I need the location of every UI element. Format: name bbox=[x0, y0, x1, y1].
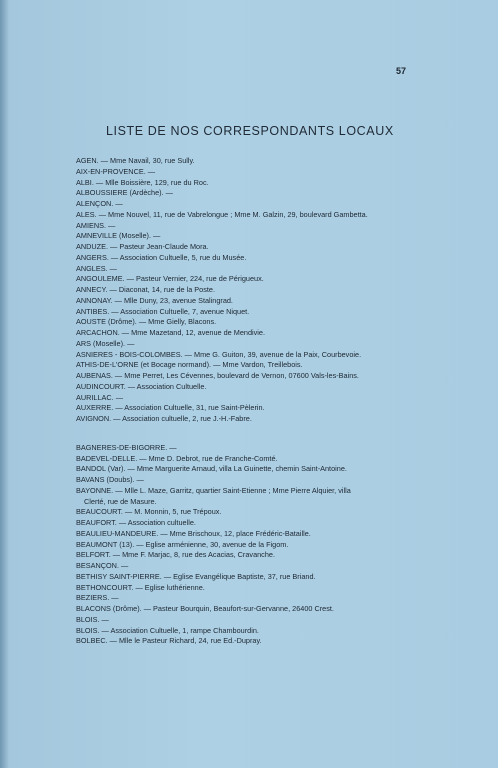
list-item: BEZIERS. — bbox=[76, 593, 119, 603]
list-item: AUXERRE. — Association Cultuelle, 31, rue Saint-Pèlerin. bbox=[76, 403, 265, 413]
list-item: BAGNERES-DE-BIGORRE. — bbox=[76, 442, 177, 452]
list-item: BLOIS. — Association Cultuelle, 1, rampe Chambourdin. bbox=[76, 625, 259, 635]
correspondents-list bbox=[76, 156, 416, 647]
list-item: Clerté, rue de Masure. bbox=[84, 496, 157, 506]
list-item: ANNONAY. — Mlle Duny, 23, avenue Stalingrad. bbox=[76, 295, 233, 305]
list-item: BOLBEC. — Mlle le Pasteur Richard, 24, rue Ed.-Dupray. bbox=[76, 636, 262, 646]
list-item: BEAUCOURT. — M. Monnin, 5, rue Trépoux. bbox=[76, 507, 222, 517]
list-item: BELFORT. — Mme F. Marjac, 8, rue des Acacias, Cravanche. bbox=[76, 550, 275, 560]
list-item: BAYONNE. — Mlle L. Maze, Garritz, quartier Saint-Etienne ; Mme Pierre Alquier, villa bbox=[76, 485, 351, 495]
list-item: ATHIS-DE-L'ORNE (et Bocage normand). — Mme Vardon, Treillebois. bbox=[76, 360, 303, 370]
section-gap bbox=[76, 425, 416, 443]
list-item: BEAUMONT (13). — Eglise arménienne, 30, avenue de la Figom. bbox=[76, 539, 289, 549]
list-item: BADEVEL-DELLE. — Mme D. Debrot, rue de Franche-Comté. bbox=[76, 453, 278, 463]
list-item: AMNEVILLE (Moselle). — bbox=[76, 231, 161, 241]
page-number: 57 bbox=[396, 66, 407, 76]
list-item: AUDINCOURT. — Association Cultuelle. bbox=[76, 381, 207, 391]
list-item: ANTIBES. — Association Cultuelle, 7, avenue Niquet. bbox=[76, 306, 250, 316]
list-item: AMIENS. — bbox=[76, 220, 116, 230]
list-item: ARS (Moselle). — bbox=[76, 338, 135, 348]
list-item: ANGOULEME. — Pasteur Vernier, 224, rue de Périgueux. bbox=[76, 274, 264, 284]
list-item: AOUSTE (Drôme). — Mme Gielly, Blacons. bbox=[76, 317, 217, 327]
list-item: ALENÇON. — bbox=[76, 199, 123, 208]
list-item: BAVANS (Doubs). — bbox=[76, 475, 144, 484]
list-item: ARCACHON. — Mme Mazetand, 12, avenue de Mendivie. bbox=[76, 328, 265, 337]
list-item: AUBENAS. — Mme Perret, Les Cévennes, boulevard de Vernon, 07600 Vals-les-Bains. bbox=[76, 371, 359, 380]
list-item: ALBOUSSIERE (Ardèche). — bbox=[76, 188, 173, 198]
list-item: AURILLAC. — bbox=[76, 392, 124, 402]
list-item: ALBI. — Mlle Boissière, 129, rue du Roc. bbox=[76, 177, 209, 187]
list-item: ANDUZE. — Pasteur Jean-Claude Mora. bbox=[76, 242, 209, 251]
list-item: BEAULIEU-MANDEURE. — Mme Brischoux, 12, place Frédéric-Bataille. bbox=[76, 528, 311, 538]
list-item: BEAUFORT. — Association cultuelle. bbox=[76, 518, 196, 527]
list-item: ANGERS. — Association Cultuelle, 5, rue du Musée. bbox=[76, 252, 247, 262]
list-item: ALES. — Mme Nouvel, 11, rue de Vabrelongue ; Mme M. Galzin, 29, boulevard Gambetta. bbox=[76, 209, 368, 219]
section-a-list bbox=[76, 156, 416, 425]
list-item: BANDOL (Var). — Mme Marguerite Arnaud, villa La Guinette, chemin Saint-Antoine. bbox=[76, 464, 347, 474]
list-item: BETHISY SAINT-PIERRE. — Eglise Evangélique Baptiste, 37, rue Briand. bbox=[76, 571, 316, 581]
section-b-list bbox=[76, 443, 416, 647]
page-title: LISTE DE NOS CORRESPONDANTS LOCAUX bbox=[106, 124, 394, 138]
page-edge-shadow bbox=[0, 0, 8, 768]
list-item: ASNIERES - BOIS-COLOMBES. — Mme G. Guiton, 39, avenue de la Paix, Courbevoie. bbox=[76, 349, 362, 359]
list-item: BLOIS. — bbox=[76, 614, 109, 624]
list-item: ANGLES. — bbox=[76, 263, 117, 273]
list-item: AIX-EN-PROVENCE. — bbox=[76, 166, 156, 176]
list-item: ANNECY. — Diaconat, 14, rue de la Poste. bbox=[76, 285, 215, 294]
list-item: BLACONS (Drôme). — Pasteur Bourquin, Beaufort-sur-Gervanne, 26400 Crest. bbox=[76, 604, 334, 613]
list-item: BESANÇON. — bbox=[76, 561, 129, 570]
list-item: BETHONCOURT. — Eglise luthérienne. bbox=[76, 582, 205, 592]
list-item: AVIGNON. — Association cultuelle, 2, rue J.-H.-Fabre. bbox=[76, 414, 252, 423]
list-item: AGEN. — Mme Navail, 30, rue Sully. bbox=[76, 156, 195, 165]
